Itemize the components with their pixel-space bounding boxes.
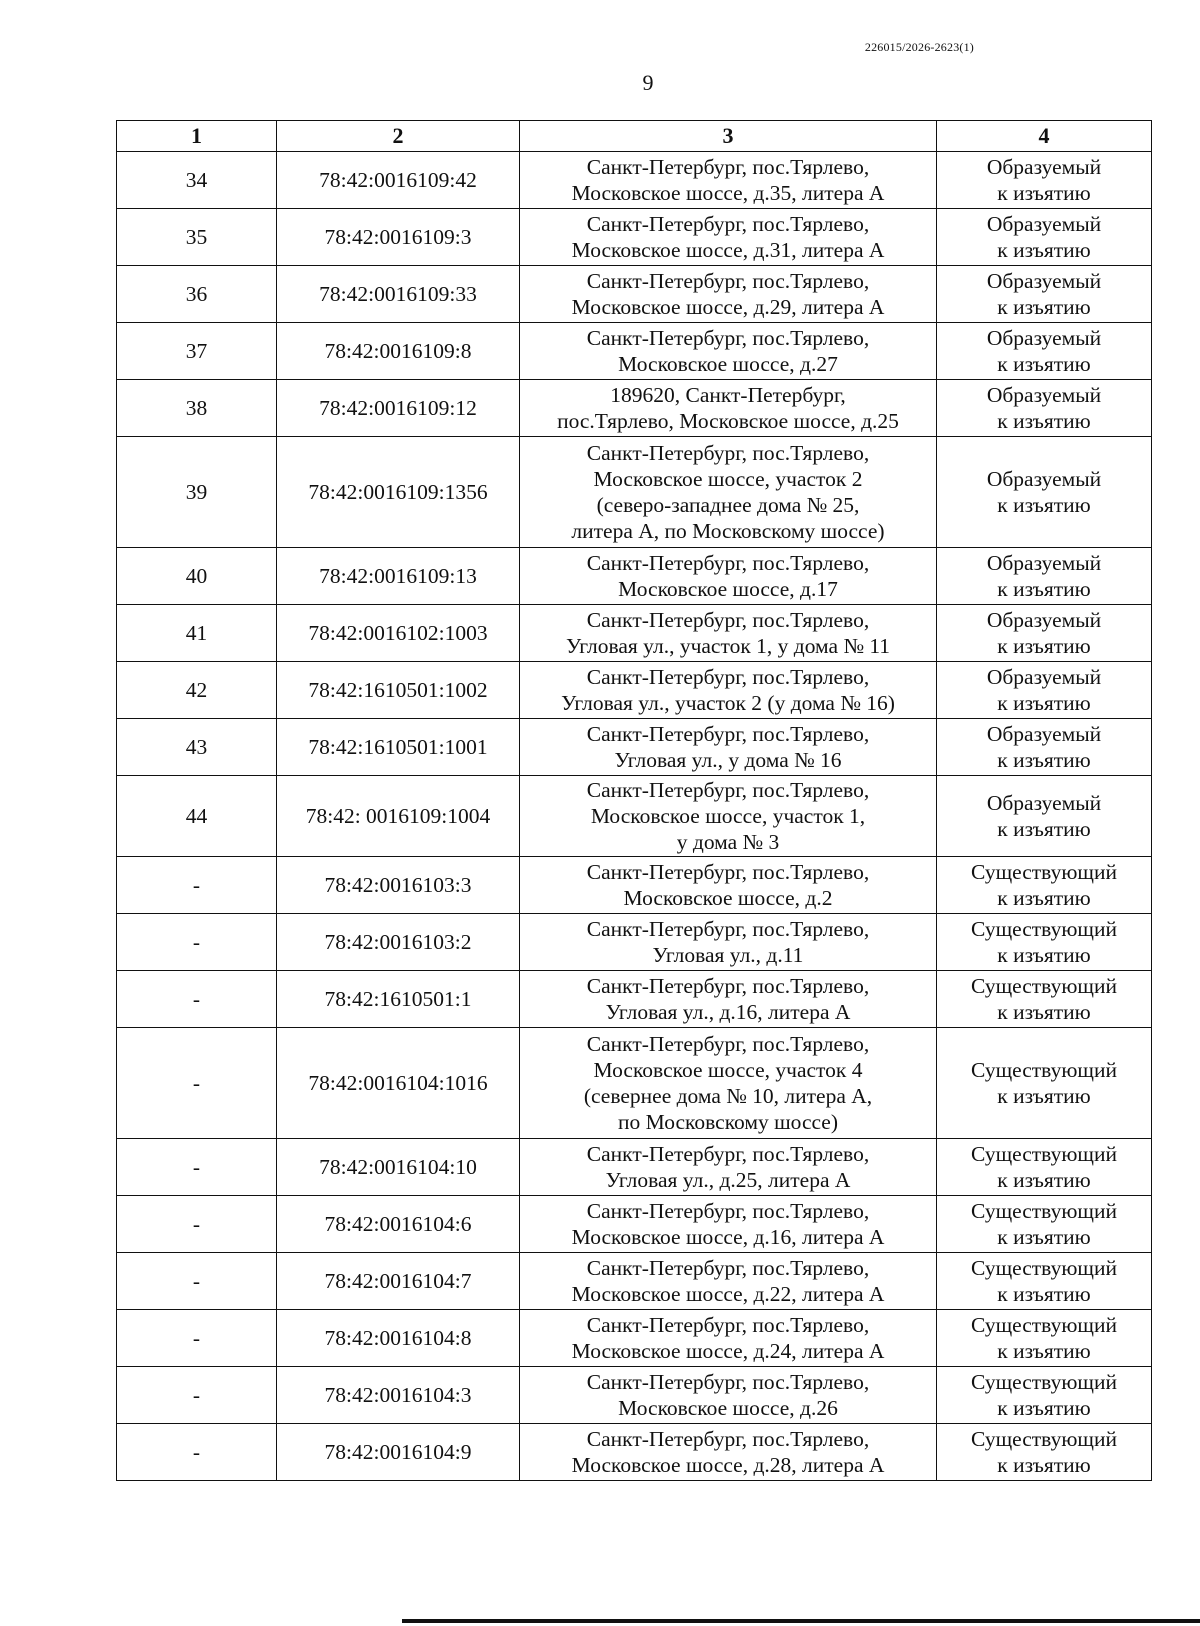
document-reference: 226015/2026-2623(1) [864, 40, 974, 54]
status-cell: Образуемый к изъятию [937, 209, 1152, 266]
row-number-cell: 38 [117, 380, 277, 437]
page-number: 9 [642, 70, 654, 95]
address-cell: Санкт-Петербург, пос.Тярлево, Угловая ул., участок 1, у дома № 11 [520, 605, 937, 662]
row-number-cell: 39 [117, 437, 277, 548]
cadastral-number-cell: 78:42:0016102:1003 [277, 605, 520, 662]
table-row [117, 971, 1152, 1028]
cadastral-number-cell: 78:42:1610501:1002 [277, 662, 520, 719]
column-header-4: 4 [937, 121, 1152, 152]
status-cell: Существующий к изъятию [937, 1424, 1152, 1481]
column-header-2: 2 [277, 121, 520, 152]
row-number-cell: 40 [117, 548, 277, 605]
table-row [117, 437, 1152, 548]
status-cell: Существующий к изъятию [937, 1196, 1152, 1253]
status-cell: Образуемый к изъятию [937, 380, 1152, 437]
table-row [117, 914, 1152, 971]
table-row [117, 380, 1152, 437]
table-row [117, 1310, 1152, 1367]
address-cell: 189620, Санкт-Петербург, пос.Тярлево, Московское шоссе, д.25 [520, 380, 937, 437]
status-cell: Существующий к изъятию [937, 1367, 1152, 1424]
table-row [117, 1367, 1152, 1424]
cadastral-number-cell: 78:42:0016104:7 [277, 1253, 520, 1310]
row-number-cell: 44 [117, 776, 277, 857]
status-cell: Образуемый к изъятию [937, 776, 1152, 857]
cadastral-number-cell: 78:42:0016109:13 [277, 548, 520, 605]
address-cell: Санкт-Петербург, пос.Тярлево, Угловая ул., д.11 [520, 914, 937, 971]
table-header-row [117, 121, 1152, 152]
address-cell: Санкт-Петербург, пос.Тярлево, Московское шоссе, д.22, литера А [520, 1253, 937, 1310]
cadastral-number-cell: 78:42:1610501:1001 [277, 719, 520, 776]
land-plots-table [116, 120, 1152, 1481]
cadastral-number-cell: 78:42:0016104:8 [277, 1310, 520, 1367]
table-row [117, 152, 1152, 209]
cadastral-number-cell: 78:42: 0016109:1004 [277, 776, 520, 857]
cadastral-number-cell: 78:42:1610501:1 [277, 971, 520, 1028]
row-number-cell: 37 [117, 323, 277, 380]
address-cell: Санкт-Петербург, пос.Тярлево, Угловая ул., д.16, литера А [520, 971, 937, 1028]
table-row [117, 548, 1152, 605]
address-cell: Санкт-Петербург, пос.Тярлево, Московское шоссе, д.28, литера А [520, 1424, 937, 1481]
row-number-cell: 42 [117, 662, 277, 719]
status-cell: Существующий к изъятию [937, 1139, 1152, 1196]
cadastral-number-cell: 78:42:0016109:1356 [277, 437, 520, 548]
row-number-cell: - [117, 1253, 277, 1310]
column-header-3: 3 [520, 121, 937, 152]
row-number-cell: 34 [117, 152, 277, 209]
status-cell: Образуемый к изъятию [937, 266, 1152, 323]
address-cell: Санкт-Петербург, пос.Тярлево, Московское шоссе, участок 1, у дома № 3 [520, 776, 937, 857]
row-number-cell: 36 [117, 266, 277, 323]
table-row [117, 209, 1152, 266]
table-row [117, 1196, 1152, 1253]
status-cell: Образуемый к изъятию [937, 437, 1152, 548]
address-cell: Санкт-Петербург, пос.Тярлево, Угловая ул., у дома № 16 [520, 719, 937, 776]
status-cell: Образуемый к изъятию [937, 662, 1152, 719]
cadastral-number-cell: 78:42:0016104:3 [277, 1367, 520, 1424]
status-cell: Существующий к изъятию [937, 914, 1152, 971]
table-body [117, 152, 1152, 1481]
status-cell: Образуемый к изъятию [937, 548, 1152, 605]
cadastral-number-cell: 78:42:0016104:1016 [277, 1028, 520, 1139]
cadastral-number-cell: 78:42:0016109:33 [277, 266, 520, 323]
table-row [117, 1028, 1152, 1139]
column-header-1: 1 [117, 121, 277, 152]
status-cell: Существующий к изъятию [937, 971, 1152, 1028]
address-cell: Санкт-Петербург, пос.Тярлево, Московское шоссе, д.31, литера А [520, 209, 937, 266]
address-cell: Санкт-Петербург, пос.Тярлево, Угловая ул., д.25, литера А [520, 1139, 937, 1196]
status-cell: Существующий к изъятию [937, 1028, 1152, 1139]
cadastral-number-cell: 78:42:0016104:9 [277, 1424, 520, 1481]
row-number-cell: - [117, 1367, 277, 1424]
address-cell: Санкт-Петербург, пос.Тярлево, Московское шоссе, участок 2 (северо-западнее дома № 25, литера А, по Московскому шоссе) [520, 437, 937, 548]
cadastral-number-cell: 78:42:0016109:12 [277, 380, 520, 437]
status-cell: Образуемый к изъятию [937, 152, 1152, 209]
table-row [117, 776, 1152, 857]
status-cell: Существующий к изъятию [937, 1310, 1152, 1367]
address-cell: Санкт-Петербург, пос.Тярлево, Московское шоссе, д.2 [520, 857, 937, 914]
row-number-cell: - [117, 914, 277, 971]
table-row [117, 857, 1152, 914]
table-row [117, 662, 1152, 719]
status-cell: Образуемый к изъятию [937, 323, 1152, 380]
cadastral-number-cell: 78:42:0016104:6 [277, 1196, 520, 1253]
address-cell: Санкт-Петербург, пос.Тярлево, Московское шоссе, участок 4 (севернее дома № 10, литера А, по Московскому шоссе) [520, 1028, 937, 1139]
table-row [117, 605, 1152, 662]
row-number-cell: - [117, 1310, 277, 1367]
row-number-cell: - [117, 1139, 277, 1196]
status-cell: Существующий к изъятию [937, 1253, 1152, 1310]
row-number-cell: - [117, 1028, 277, 1139]
cadastral-number-cell: 78:42:0016109:8 [277, 323, 520, 380]
table-row [117, 1139, 1152, 1196]
row-number-cell: - [117, 1196, 277, 1253]
address-cell: Санкт-Петербург, пос.Тярлево, Московское шоссе, д.26 [520, 1367, 937, 1424]
row-number-cell: - [117, 857, 277, 914]
address-cell: Санкт-Петербург, пос.Тярлево, Угловая ул., участок 2 (у дома № 16) [520, 662, 937, 719]
address-cell: Санкт-Петербург, пос.Тярлево, Московское шоссе, д.16, литера А [520, 1196, 937, 1253]
cadastral-number-cell: 78:42:0016104:10 [277, 1139, 520, 1196]
status-cell: Существующий к изъятию [937, 857, 1152, 914]
bottom-rule [402, 1619, 1200, 1623]
table-row [117, 323, 1152, 380]
row-number-cell: 43 [117, 719, 277, 776]
table-row [117, 1424, 1152, 1481]
cadastral-number-cell: 78:42:0016103:2 [277, 914, 520, 971]
row-number-cell: - [117, 1424, 277, 1481]
table-row [117, 719, 1152, 776]
address-cell: Санкт-Петербург, пос.Тярлево, Московское шоссе, д.29, литера А [520, 266, 937, 323]
address-cell: Санкт-Петербург, пос.Тярлево, Московское шоссе, д.35, литера А [520, 152, 937, 209]
address-cell: Санкт-Петербург, пос.Тярлево, Московское шоссе, д.27 [520, 323, 937, 380]
row-number-cell: - [117, 971, 277, 1028]
cadastral-number-cell: 78:42:0016103:3 [277, 857, 520, 914]
address-cell: Санкт-Петербург, пос.Тярлево, Московское шоссе, д.24, литера А [520, 1310, 937, 1367]
row-number-cell: 35 [117, 209, 277, 266]
table-row [117, 1253, 1152, 1310]
table-row [117, 266, 1152, 323]
status-cell: Образуемый к изъятию [937, 605, 1152, 662]
status-cell: Образуемый к изъятию [937, 719, 1152, 776]
cadastral-number-cell: 78:42:0016109:42 [277, 152, 520, 209]
address-cell: Санкт-Петербург, пос.Тярлево, Московское шоссе, д.17 [520, 548, 937, 605]
cadastral-number-cell: 78:42:0016109:3 [277, 209, 520, 266]
row-number-cell: 41 [117, 605, 277, 662]
